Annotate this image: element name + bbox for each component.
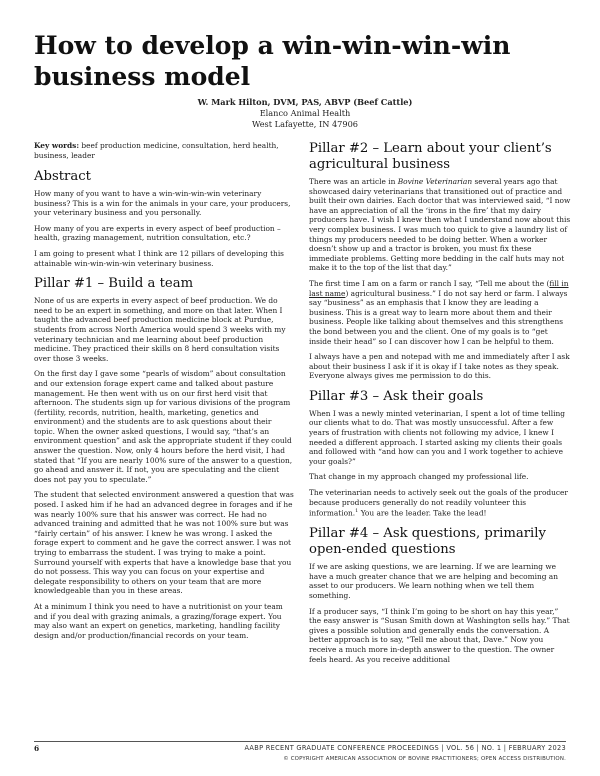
article-title-line-2: business model xyxy=(34,62,251,91)
pillar-4-heading xyxy=(309,526,571,558)
pillar-3-heading: Pillar #3 – Ask their goals xyxy=(309,388,484,404)
keywords xyxy=(34,141,294,161)
pillar-4-paragraph: If we are asking questions, we are learning. If we are learning we have a much greater chance that we are helping and becoming an asset to our producers. We learn nothing when we tell them something. xyxy=(309,562,558,601)
pillar-4-paragraph: If a producer says, “I think I’m going to be short on hay this year,” the easy answer is “Susan Smith down at Washington sells hay.” That gives a possible solution and generally ends the conversation. A better approach is to say, “Tell me about that, Dave.” Now you receive a much more in-depth answer to the question. The owner feels heard. As you receive additional xyxy=(309,606,570,664)
pillar-2-heading-line-2: agricultural business xyxy=(309,157,451,172)
left-column xyxy=(34,141,294,646)
pillar-1-paragraph: The student that selected environment answered a question that was posed. I asked him if he had an advanced degree in forages and if he was nearly 100% sure that his answer was correct. He had no advanced training and admitted that he was not 100% sure but was “fairly certain” of his answer. I knew he was wrong. I asked the forage expert to comment and he gave the correct answer. I was not trying to embarrass the student. I was trying to make a point. Surround yourself with experts that have a knowledge base that you do not possess. This way you can focus on your expertise and delegate responsibility to others on your team that are more knowledgeable than you in these areas. xyxy=(34,490,294,596)
pillar-1-paragraph: None of us are experts in every aspect of beef production. We do need to be an expert in something, and more on that later. When I taught the advanced beef production medicine block at Purdue, students from across North America would spend 3 weeks with my veterinary technician and me learning about beef production medicine. They practiced their skills on 8 herd consultation visits over those 3 weeks. xyxy=(34,296,286,363)
abstract-heading: Abstract xyxy=(34,169,91,184)
text-run: The veterinarian needs to actively seek out the goals of the producer because producers generally do not readily volunteer this information. xyxy=(309,488,568,518)
page-number: 6 xyxy=(34,744,40,753)
abstract-paragraph: How many of you are experts in every aspect of beef production – health, grazing management, nutrition consultation, etc.? xyxy=(34,223,281,243)
pillar-3-paragraph xyxy=(309,488,571,518)
text-run: The first time I am on a farm or ranch I say, “Tell me about the ( xyxy=(309,278,550,288)
pillar-1-paragraph: On the first day I gave some “pearls of wisdom” about consultation and our extension forage expert came and talked about pasture management. He then went with us on our first herd visit that afternoon. The students sign up for various divisions of the program (fertility, records, nutrition, health, marketing, genetics and environment) and the students are to ask questions about their topic. When the owner asked questions, I would say, “that’s an environment question” and ask the appropriate student if they could answer the question. Now, only 4 hours before the herd visit, I had stated that “If you are nearly 100% sure of the answer to a question, go ahead and answer it. If not, you are speculating and the client does not pay you to speculate.” xyxy=(34,369,293,484)
pillar-4-heading-line-1: Pillar #4 – Ask questions, primarily xyxy=(309,526,546,542)
abstract-paragraph: I am going to present what I think are 12 pillars of developing this attainable win-win-win-win veterinary business. xyxy=(34,248,284,268)
author-location: West Lafayette, IN 47906 xyxy=(251,119,359,129)
publication-title: Bovine Veterinarian xyxy=(397,177,473,186)
copyright-notice: © COPYRIGHT AMERICAN ASSOCIATION OF BOVINE PRACTITIONERS; OPEN ACCESS DISTRIBUTION. xyxy=(283,756,566,762)
author-affiliation: Elanco Animal Health xyxy=(259,108,351,118)
underlined-placeholder: fill in last name xyxy=(309,278,569,298)
right-column xyxy=(309,141,571,670)
pillar-3-paragraph: When I was a newly minted veterinarian, I spent a lot of time telling our clients what to do. That was mostly unsuccessful. After a few years of frustration with clients not following my advice, I knew I needed a different approach. I started asking my clients their goals and followed with “and how can you and I work together to achieve your goals?” xyxy=(309,408,566,466)
footer-divider xyxy=(34,741,566,742)
pillar-2-heading-line-1: Pillar #2 – Learn about your client’s xyxy=(309,141,552,156)
pillar-2-paragraph xyxy=(309,177,571,273)
text-run: several years ago that showcased dairy veterinarians that transitioned out of practice and built their own dairies. Each doctor that was interviewed said, “I now have an appreciation of all the ‘irons in the fire’ that my dairy producers have. I wish I knew then what I understand now about this very complex business. I was much too quick to give a laundry list of things my producers needed to be doing better. When a worker doesn’t show up and a tractor is broken, you must fix these immediate problems. Getting more bedding in the calf huts may not make it to the top of the list that day.” xyxy=(309,177,571,273)
article-title-line-1: How to develop a win-win-win-win xyxy=(34,31,511,60)
text-run: There was an article in xyxy=(309,177,398,186)
pillar-3-paragraph: That change in my approach changed my professional life. xyxy=(309,472,529,482)
text-run: You are the leader. Take the lead! xyxy=(358,508,487,518)
reference-superscript: 1 xyxy=(355,508,359,515)
author-block xyxy=(150,97,460,130)
author-name: W. Mark Hilton, DVM, PAS, ABVP (Beef Cattle) xyxy=(197,97,413,107)
pillar-2-paragraph xyxy=(309,279,571,346)
keywords-text: beef production medicine, consultation, herd health, business, leader xyxy=(34,141,279,160)
abstract-paragraph: How many of you want to have a win-win-win-win veterinary business? This is a win for the animals in your care, your producers, your veterinary business and you personally. xyxy=(34,189,291,218)
article-title xyxy=(34,30,574,92)
pillar-4-heading-line-2: open-ended questions xyxy=(309,542,456,558)
pillar-1-heading: Pillar #1 – Build a team xyxy=(34,276,194,292)
pillar-2-paragraph: I always have a pen and notepad with me and immediately after I ask about their business I ask if it is okay if I take notes as they speak. Everyone always gives me permission to do this. xyxy=(309,352,570,381)
journal-citation: AABP RECENT GRADUATE CONFERENCE PROCEEDINGS | VOL. 56 | NO. 1 | FEBRUARY 2023 xyxy=(244,744,566,752)
text-run: ) agricultural business.” I do not say herd or farm. I always say “business” as an emphasis that I know they are leading a business. This is a great way to learn more about them and their business. People like talking about themselves and this strengthens the bond between you and the client. One of my goals is to “get inside their head” so I can discover how I can be helpful to them. xyxy=(309,288,568,346)
keywords-label: Key words: xyxy=(34,141,80,150)
pillar-2-heading xyxy=(309,141,571,173)
pillar-1-paragraph: At a minimum I think you need to have a nutritionist on your team and if you deal with grazing animals, a grazing/forage expert. You may also want an expert on genetics, marketing, handling facility design and/or production/financial records on your team. xyxy=(34,601,283,640)
